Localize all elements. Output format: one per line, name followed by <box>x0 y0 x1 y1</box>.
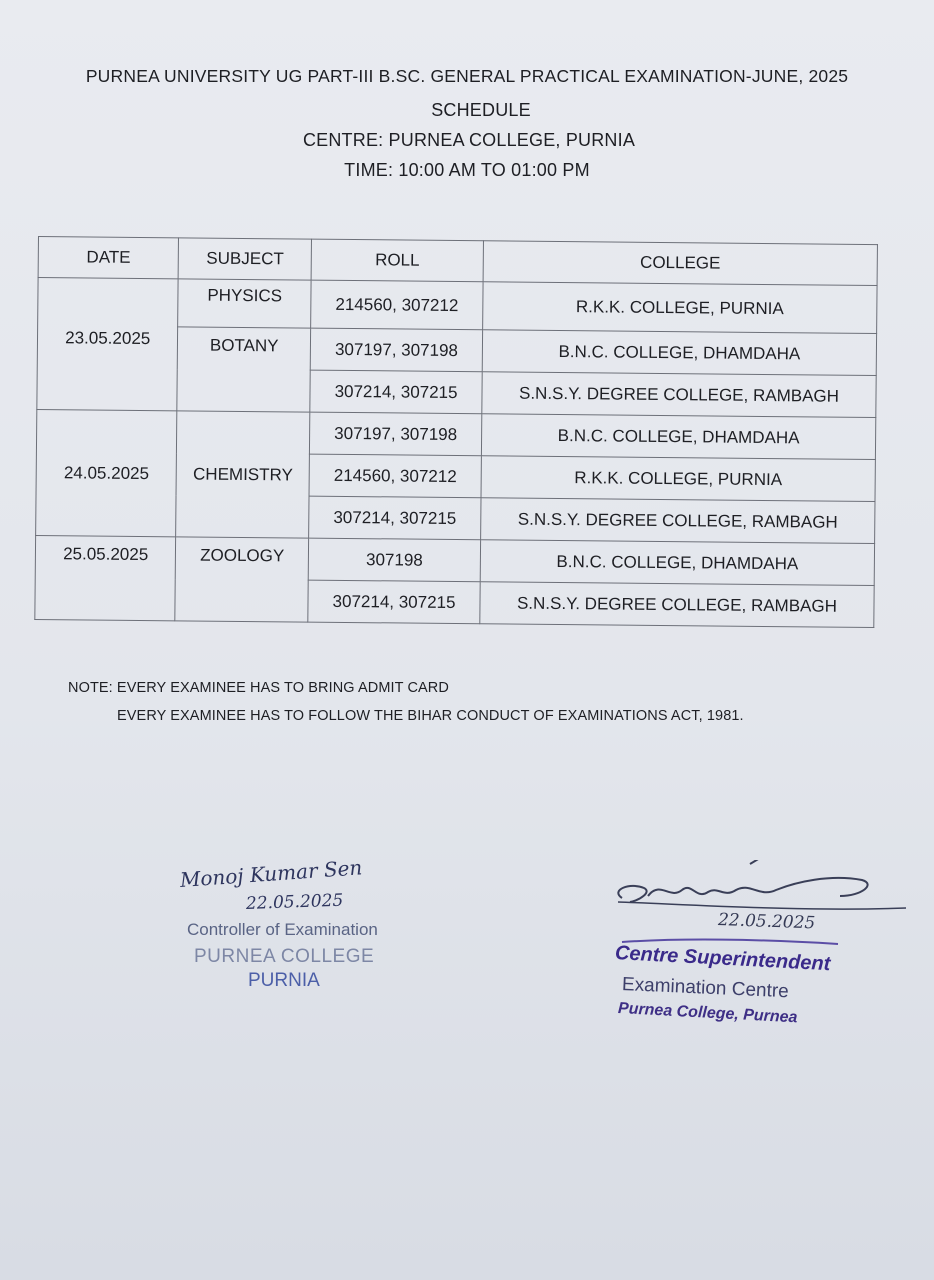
superintendent-stamp-centre: Examination Centre <box>621 974 790 1003</box>
roll-cell: 214560, 307212 <box>311 280 483 330</box>
college-cell: R.K.K. COLLEGE, PURNIA <box>483 282 877 334</box>
date-cell: 25.05.2025 <box>35 535 176 620</box>
controller-signature-block <box>150 855 450 1020</box>
subject-cell: ZOOLOGY <box>175 537 308 622</box>
date-cell: 23.05.2025 <box>37 278 179 411</box>
college-cell: B.N.C. COLLEGE, DHAMDAHA <box>480 540 874 586</box>
subject-cell: BOTANY <box>177 327 310 412</box>
roll-cell: 214560, 307212 <box>309 454 481 498</box>
college-cell: S.N.S.Y. DEGREE COLLEGE, RAMBAGH <box>482 372 876 418</box>
note-conduct-act: EVERY EXAMINEE HAS TO FOLLOW THE BIHAR CONDUCT OF EXAMINATIONS ACT, 1981. <box>117 708 744 724</box>
subject-cell: PHYSICS <box>178 279 311 328</box>
schedule-table <box>34 236 878 628</box>
roll-cell: 307214, 307215 <box>309 496 481 540</box>
controller-stamp-city: PURNIA <box>248 970 320 991</box>
college-cell: B.N.C. COLLEGE, DHAMDAHA <box>482 330 876 376</box>
college-cell: S.N.S.Y. DEGREE COLLEGE, RAMBAGH <box>480 582 874 628</box>
table-row <box>35 535 874 585</box>
controller-stamp-college: PURNEA COLLEGE <box>194 946 375 967</box>
controller-stamp-title: Controller of Examination <box>187 920 378 939</box>
superintendent-handwritten-date: 22.05.2025 <box>717 910 816 934</box>
superintendent-stamp-title: Centre Superintendent <box>614 942 831 976</box>
schedule-label: SCHEDULE <box>431 100 531 120</box>
note-admit-card: NOTE: EVERY EXAMINEE HAS TO BRING ADMIT CARD <box>68 680 449 696</box>
exam-title: PURNEA UNIVERSITY UG PART-III B.SC. GENERAL PRACTICAL EXAMINATION-JUNE, 2025 <box>85 66 849 86</box>
roll-cell: 307198 <box>308 538 480 582</box>
roll-cell: 307197, 307198 <box>310 412 482 456</box>
college-cell: B.N.C. COLLEGE, DHAMDAHA <box>481 414 875 460</box>
superintendent-signature-block <box>600 860 920 1040</box>
column-header-college: COLLEGE <box>483 241 877 286</box>
column-header-roll: ROLL <box>311 239 483 282</box>
controller-handwritten-name: Monoj Kumar Sen <box>179 855 364 892</box>
column-header-date: DATE <box>38 237 179 279</box>
column-header-subject: SUBJECT <box>179 238 312 280</box>
time-line: TIME: 10:00 AM TO 01:00 PM <box>344 160 590 180</box>
roll-cell: 307197, 307198 <box>310 328 482 372</box>
college-cell: S.N.S.Y. DEGREE COLLEGE, RAMBAGH <box>481 498 875 544</box>
table-row <box>38 278 877 334</box>
roll-cell: 307214, 307215 <box>310 370 482 414</box>
subject-cell: CHEMISTRY <box>176 411 310 538</box>
superintendent-stamp-college: Purnea College, Purnea <box>617 1000 798 1027</box>
controller-handwritten-date: 22.05.2025 <box>245 890 344 914</box>
table-row <box>36 409 875 459</box>
roll-cell: 307214, 307215 <box>308 580 480 624</box>
centre-line: CENTRE: PURNEA COLLEGE, PURNIA <box>302 130 636 150</box>
college-cell: R.K.K. COLLEGE, PURNIA <box>481 456 875 502</box>
date-cell: 24.05.2025 <box>36 409 178 536</box>
